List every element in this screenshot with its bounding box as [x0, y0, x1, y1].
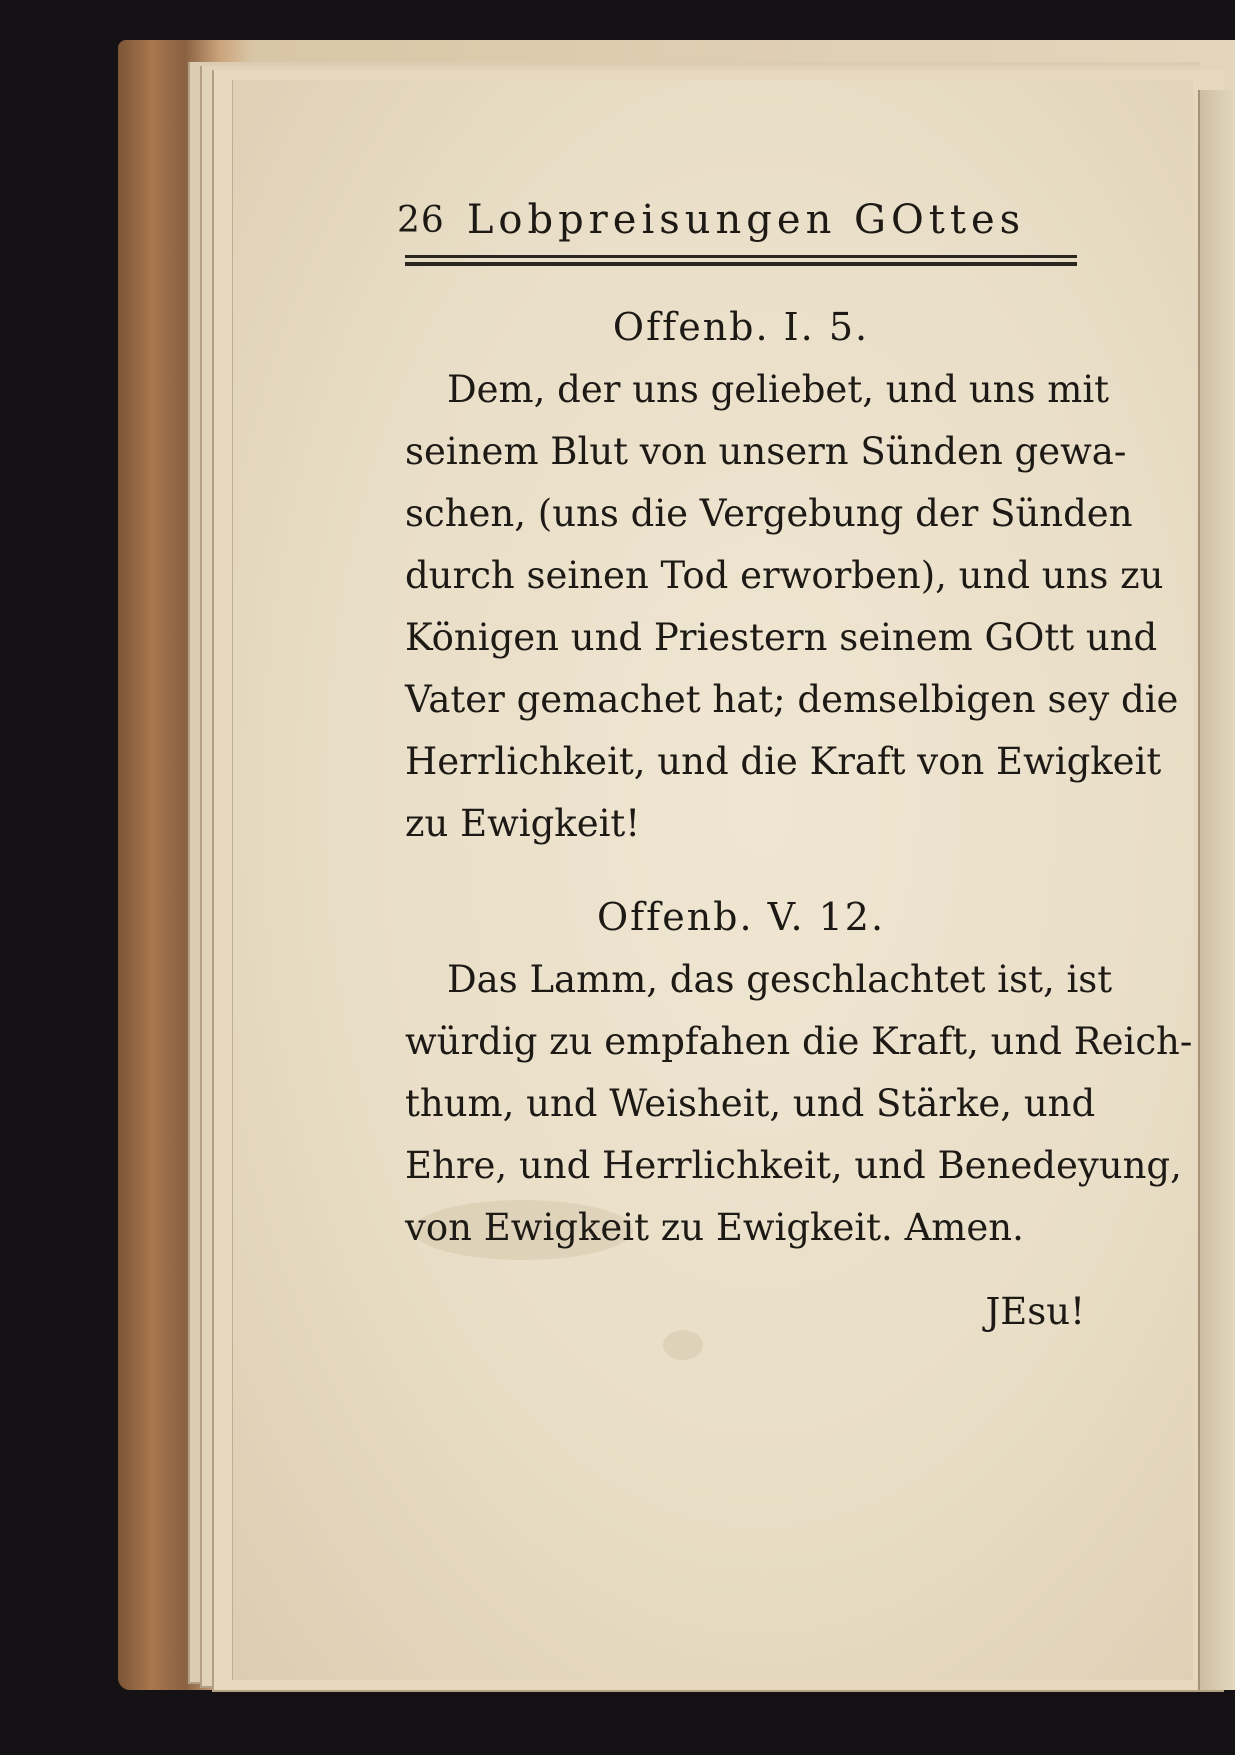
- facing-page-edge: [1198, 90, 1235, 1690]
- header-rule: [405, 255, 1077, 258]
- page-number: 26: [397, 199, 445, 241]
- text-line: schen, (uns die Vergebung der Sünden: [405, 492, 1133, 535]
- text-line: Das Lamm, das geschlachtet ist, ist: [447, 958, 1113, 1001]
- text-line: Vater gemachet hat; demselbigen sey die: [405, 678, 1179, 721]
- running-title: Lobpreisungen GOttes: [466, 197, 1026, 243]
- text-line: Königen und Priestern seinem GOtt und: [405, 616, 1158, 659]
- text-line: Ehre, und Herrlichkeit, und Benedeyung,: [405, 1144, 1182, 1187]
- text-line: thum, und Weisheit, und Stärke, und: [405, 1082, 1096, 1125]
- catchword: JEsu!: [985, 1290, 1085, 1333]
- paper-stain: [663, 1330, 703, 1360]
- running-header: [397, 195, 1077, 245]
- text-line: durch seinen Tod erworben), und uns zu: [405, 554, 1164, 597]
- text-line: von Ewigkeit zu Ewigkeit. Amen.: [405, 1206, 1024, 1249]
- text-line: würdig zu empfahen die Kraft, und Reich-: [405, 1020, 1193, 1063]
- section-heading: Offenb. V. 12.: [596, 895, 886, 939]
- text-line: seinem Blut von unsern Sünden gewa-: [405, 430, 1127, 473]
- text-line: Herrlichkeit, und die Kraft von Ewigkeit: [405, 740, 1162, 783]
- section-heading: Offenb. I. 5.: [612, 305, 870, 349]
- text-line: Dem, der uns geliebet, und uns mit: [447, 368, 1110, 411]
- header-rule: [405, 262, 1077, 266]
- text-line: zu Ewigkeit!: [405, 802, 641, 845]
